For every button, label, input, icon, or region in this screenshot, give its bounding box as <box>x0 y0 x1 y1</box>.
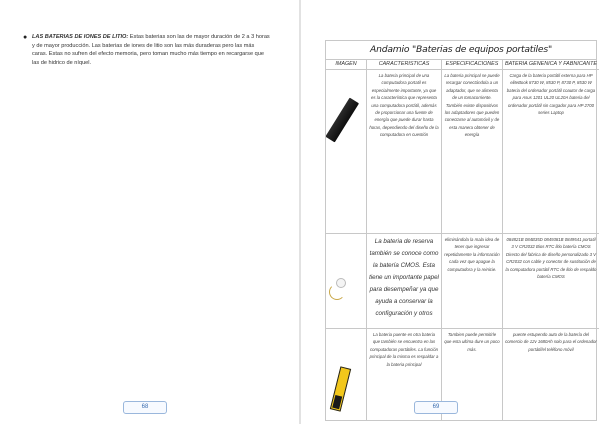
page-number-right: 69 <box>414 401 458 414</box>
bullet-text: Estas baterias son las de mayor duración de 2 a 3 horas y de mayor producción. Las baterias de iones de litio son las más duraderas pero las más caras. Estas no sufren del efecto memoria, pero toman mucho más tiempo en recargarse que las de hidrico de níquel. <box>32 34 270 66</box>
battery-image-cell <box>326 234 367 329</box>
bullet-paragraph <box>23 33 270 67</box>
table-row <box>326 234 599 329</box>
table-header-row <box>326 60 599 70</box>
bullet-dot-icon: ● <box>23 34 28 41</box>
left-page <box>0 0 299 424</box>
cmos-battery-image <box>336 278 346 288</box>
battery-image-cell <box>326 329 367 421</box>
page-number-left: 68 <box>123 401 167 414</box>
battery-cell: Carga de la bateria portátil externa para HP eliteBook 8730 W, 8530 P, 8730 P, 8530 W bateria del ordenador portátil coautor de carga para Asus 1201 UL20 UL20A bateria del ordenador portátil sin cargador para HP 2700 series Laptop <box>503 70 600 234</box>
header-generic-battery: BATERIA GENENICA Y FABNICANTE <box>503 60 600 70</box>
laptop-main-battery-image <box>326 98 359 143</box>
header-specifications: ESPECIFICACIONES <box>442 60 503 70</box>
bullet-title: LAS BATERIAS DE IONES DE LITIO: <box>32 34 129 40</box>
specifications-cell: eliminándola la mala idea de tener que ingresar repetidamente la información cada vez que apague la computadora y la reinicie. <box>442 234 503 329</box>
characteristics-cell: La bateria puente es otra bateria que también se encuentra en las computadoras portátiles. La función principal de la misma es respaldar a la bateria principal <box>367 329 442 421</box>
specifications-cell: La bateria principal se puede recargar conectándola a un adaptador, que se alimenta de un tomacorriente. También existe dispositivos los adaptadores que pueden conectarse al automóvil y de esta manera obtener de energía <box>442 70 503 234</box>
table-title: Andamio "Baterias de equipos portatiles" <box>326 41 596 60</box>
header-characteristics: CARACTERISTICAS <box>367 60 442 70</box>
bridge-battery-image <box>330 366 351 411</box>
right-page <box>301 0 600 424</box>
battery-image-cell <box>326 70 367 234</box>
battery-cell: 084821B 084B35D 0849381B 0849541 portatil 3 V CR2032 Bios RTC litio batería CMOS Directo del fabrica de diseño personalizado 3 V CR2032 con cable y conector de sustitución de la computadora portátil RTC de litio de respaldo batería CMOS <box>503 234 600 329</box>
table-row <box>326 329 599 421</box>
scaffold-table <box>325 40 597 421</box>
battery-cell: puente estupendo auto de la batería del comercio de 12v 1680Ah solo para el ordenador portátil/el teléfono móvil <box>503 329 600 421</box>
table-row <box>326 70 599 234</box>
specifications-cell: Tambien puede permitirle que esta ultima dure un poco más. <box>442 329 503 421</box>
header-image: IMAGEN <box>326 60 367 70</box>
characteristics-cell: La bateria principal de una computadora portatil es especialmente importante, ya que es la característica que representa una computadora portátil, además de proporcionar una fuente de energía que puede durar hasta horas, dependiendo del diseño de la computadora en cuestión <box>367 70 442 234</box>
characteristics-cell: La bateria de reserva también se conoce como la batería CMOS. Esta tiene un importante papel para desempeñar ya que ayuda a conservar la configuración y otros <box>367 234 442 329</box>
